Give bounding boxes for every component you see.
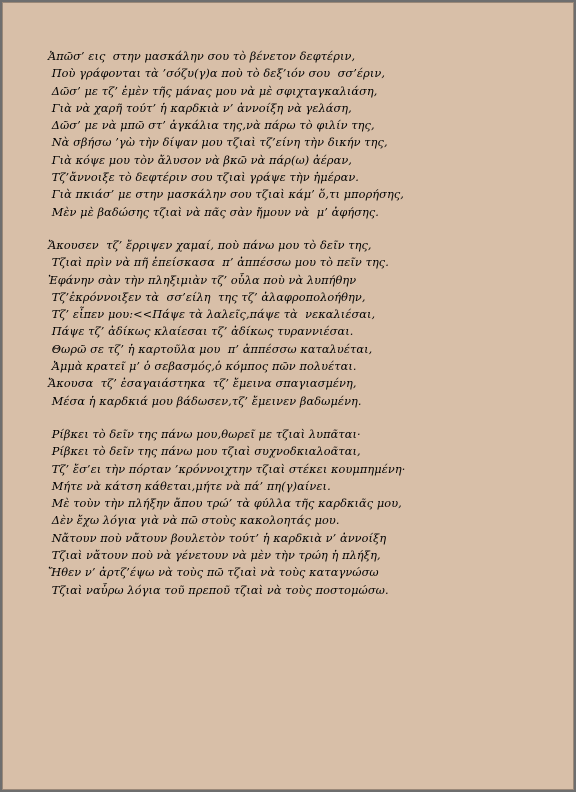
stanza-3 [48, 426, 568, 599]
poem-line: Δῶσ’ με νὰ μπῶ στ’ ἀγκάλια της,νὰ πάρω τὸ φιλίν της, [48, 119, 375, 133]
poem-line: Τζιαὶ ναὖρω λόγια τοῦ πρεποῦ τζιαὶ νὰ τοὺς ποστομώσω. [48, 583, 389, 597]
poem-line: Θωρῶ σε τζ’ ἡ καρτοῦλα μου π’ ἀππέσσω καταλυέται, [48, 342, 373, 356]
poem-line: Μὲν μὲ βαδώσης τζιαὶ νὰ πᾶς σὰν ἤμουν νὰ μ’ ἀφήσης. [48, 205, 379, 219]
poem-line: Δὲν ἔχω λόγια γιὰ νὰ πῶ στοὺς κακολοητάς μου. [48, 514, 340, 528]
poem-line: Ἀμμὰ κρατεῖ μ’ ὁ σεβασμός,ὁ κόμπος πῶν πολυέται. [48, 360, 357, 374]
poem-line: Μήτε νὰ κάτση κάθεται,μήτε νὰ πά’ πη(γ)αίνει. [48, 479, 331, 493]
poem-line: Ρίβκει τὸ δεῖν της πάνω μου τζιαὶ συχνοδκιαλοᾶται, [48, 445, 361, 459]
poem-line: Τζ’ εἶπεν μου:<<Πάψε τὰ λαλεῖς,πάψε τὰ νεκαλιέσαι, [48, 308, 376, 322]
poem-line: Ἀπῶσ’ εις στην μασκάλην σου τὸ βένετον δεφτέριν, [48, 50, 356, 63]
poem-line: Τζ’ἄννοιξε τὸ δεφτέριν σου τζιαὶ γράψε τὴν ἡμέραν. [48, 171, 359, 185]
poem-line: Δῶσ’ με τζ’ ἐμὲν τῆς μάνας μου νὰ μὲ σφιχταγκαλιάση, [48, 84, 378, 98]
poem-line: Τζ’ἐκρόννοιξεν τὰ σσ’είλη της τζ’ ἀλαφροπολοήθην, [48, 290, 366, 304]
poem-line: Γιὰ κόψε μου τὸν ἄλυσον νὰ βκῶ νὰ πάρ(ω) ἀέραν, [48, 153, 352, 167]
poem-line: Τζ’ ἔσ’ει τὴν πόρταν ’κρόννοιχτην τζιαὶ στέκει κουμπημένη· [48, 462, 406, 476]
poem-line: Μὲ τοὺν τὴν πλήξην ἄπου τρώ’ τὰ φύλλα τῆς καρδκιᾶς μου, [48, 497, 402, 511]
poem-line: Τζιαὶ νἄτουν ποὺ νὰ γένετουν νὰ μὲν τὴν τρώη ἡ πλήξη, [48, 549, 381, 563]
poem-line: Τζιαὶ πρὶν νὰ πῆ ἐπείσκασα π’ ἀππέσσω μου τὸ πεῖν της. [48, 256, 389, 270]
poem-line: Ἐφάνην σὰν τὴν πληξιμιὰν τζ’ οὖλα ποὺ νὰ λυπήθην [48, 273, 357, 287]
poem-line: Ἄκουσα τζ’ ἐσαγαιάστηκα τζ’ ἔμεινα σπαγιασμένη, [48, 377, 357, 391]
poem-line: Ἄκουσεν τζ’ ἔρριψεν χαμαί, ποὺ πάνω μου τὸ δεῖν της, [48, 238, 372, 252]
poem-line: Ἤθεν ν’ ἀρτζ’έψω νὰ τοὺς πῶ τζιαὶ νὰ τοὺς καταγνώσω [48, 566, 379, 580]
stanza-1 [48, 48, 568, 221]
poem-line: Γιὰ νὰ χαρῆ τούτ’ ἡ καρδκιὰ ν’ ἀννοίξη νὰ γελάση, [48, 101, 352, 115]
poem-text [48, 48, 568, 615]
poem-line: Πάψε τζ’ ἀδίκως κλαίεσαι τζ’ ἀδίκως τυραννιέσαι. [48, 325, 354, 339]
poem-line: Μέσα ἡ καρδκιά μου βάδωσεν,τζ’ ἔμεινεν βαδωμένη. [48, 394, 362, 408]
poem-line: Ποὺ γράφονται τὰ ’σόζυ(γ)α ποὺ τὸ δεξ’ιόν σου σσ’έριν, [48, 67, 386, 81]
stanza-2 [48, 237, 568, 410]
poem-line: Γιὰ πκιάσ’ με στην μασκάλην σου τζιαὶ κάμ’ ὅ,τι μπορήσης, [48, 188, 404, 202]
poem-line: Νὰ σβήσω ’γὼ τὴν δίψαν μου τζιαὶ τζ’είνη τὴν δικήν της, [48, 136, 388, 150]
poem-line: Ρίβκει τὸ δεῖν της πάνω μου,θωρεῖ με τζιαὶ λυπᾶται· [48, 427, 361, 441]
poem-line: Νἄτουν ποὺ νἄτουν βουλετὸν τούτ’ ἡ καρδκιὰ ν’ ἀννοίξη [48, 531, 387, 545]
